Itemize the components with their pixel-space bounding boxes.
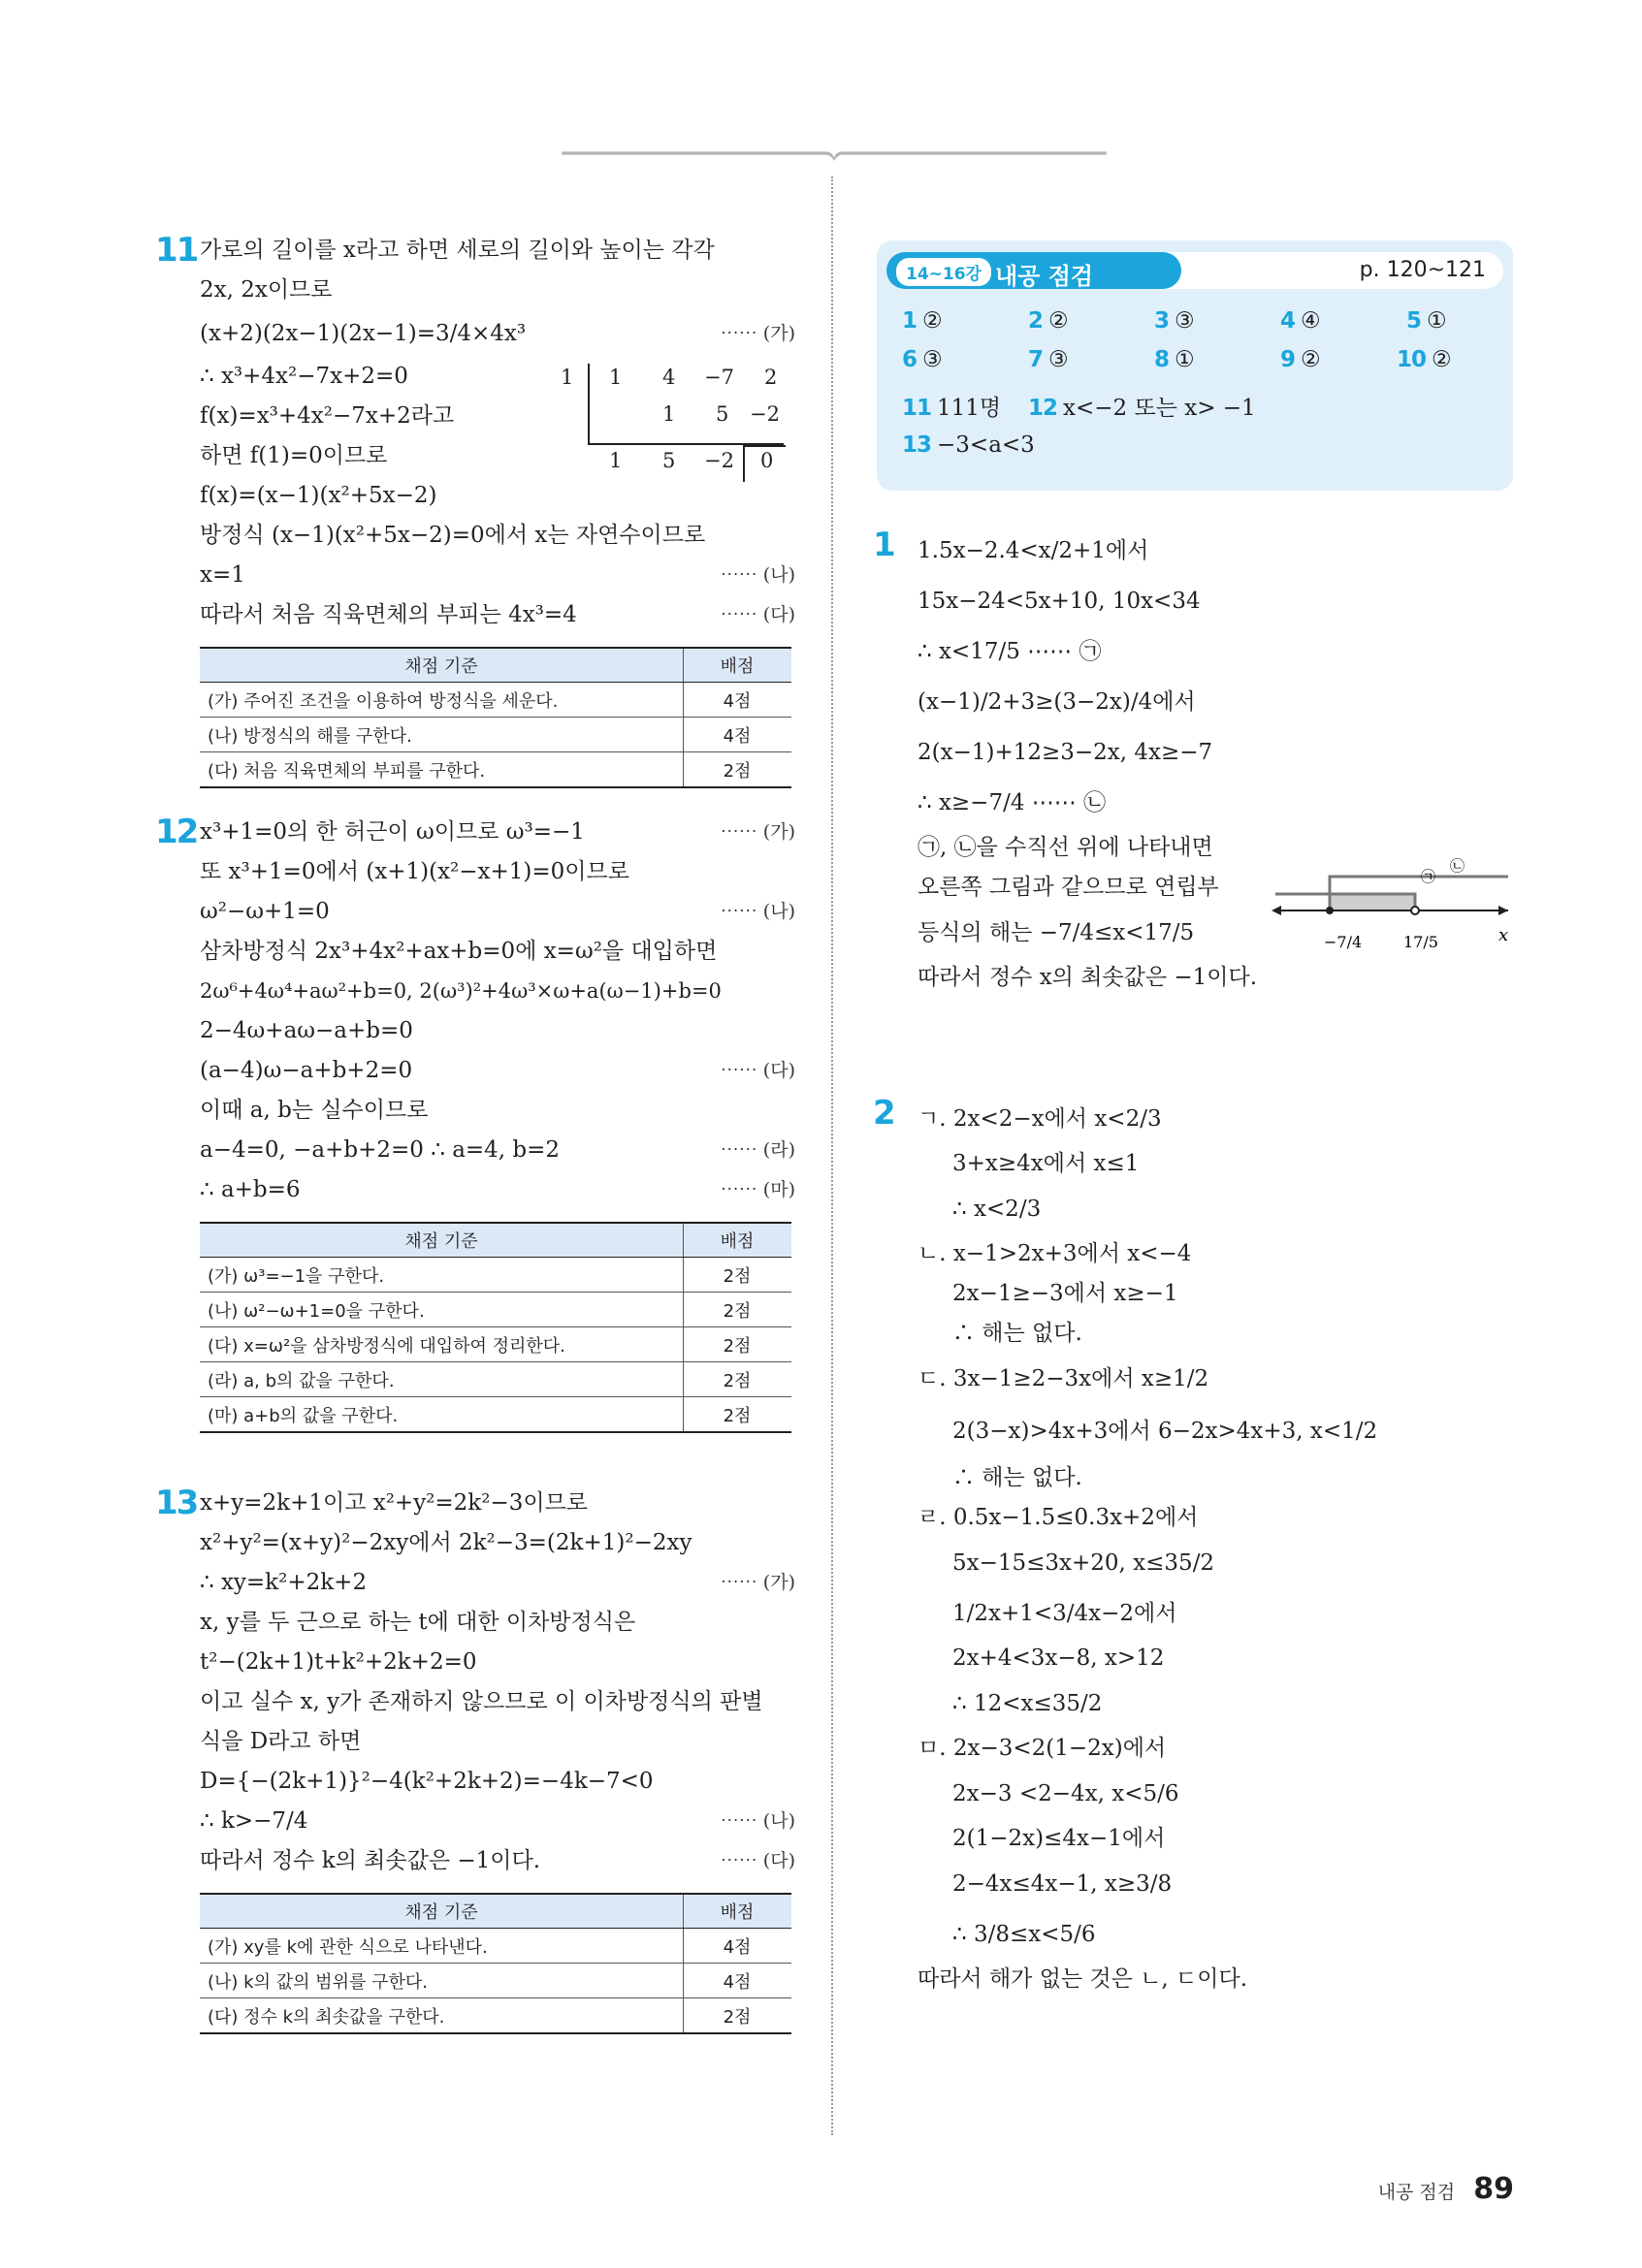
solution-line: 또 x³+1=0에서 (x+1)(x²−x+1)=0이므로 [200, 859, 629, 884]
step-marker: ⋯⋯ (나) [720, 564, 795, 586]
table-header: 채점 기준 [200, 1894, 684, 1929]
equation: x³+1=0의 한 허근이 ω이므로 ω³=−1 [200, 819, 585, 845]
footer-section-label: 내공 점검 [1377, 2182, 1456, 2203]
solution-line: x+y=2k+1이고 x²+y²=2k²−3이므로 [200, 1490, 589, 1516]
table-row [200, 752, 791, 788]
problem-11 [155, 231, 795, 813]
answer-value: x<−2 또는 x> −1 [1063, 396, 1256, 421]
answer-value: ④ [1301, 308, 1321, 334]
coef: 1 [609, 449, 623, 472]
solution-line: 2x+4<3x−8, x>12 [952, 1645, 1165, 1671]
answer-value: ② [1301, 347, 1321, 372]
solution-line: ㄱ. 2x<2−x에서 x<2/3 [918, 1106, 1162, 1132]
answer-item [1154, 347, 1195, 372]
score: 4점 [684, 1964, 792, 1998]
closed-point [1326, 907, 1334, 914]
solution-line: ∴ 3/8≤x<5/6 [952, 1922, 1096, 1947]
solution-line: 2−4x≤4x−1, x≥3/8 [952, 1871, 1173, 1897]
step-marker: ⋯⋯ (가) [720, 1572, 795, 1593]
solution-line: 2x−3 <2−4x, x<5/6 [952, 1781, 1179, 1806]
score: 4점 [684, 683, 792, 718]
solution-line: ∴ x<17/5 ⋯⋯ ㉠ [918, 639, 1102, 664]
table-header: 배점 [684, 648, 792, 683]
top-divider-bar [153, 149, 1515, 161]
solution-line [200, 1170, 795, 1210]
answer-item [1028, 390, 1256, 422]
chapter-badge: 14~16강 [896, 258, 991, 286]
problem-number: 11 [155, 231, 198, 270]
step-marker: ⋯⋯ (가) [720, 323, 795, 344]
answer-value: ② [1432, 347, 1452, 372]
problem-number: 12 [155, 813, 198, 851]
step-marker: ⋯⋯ (다) [720, 604, 795, 625]
column-divider [831, 176, 833, 2135]
solution-line: D={−(2k+1)}²−4(k²+2k+2)=−4k−7<0 [200, 1769, 654, 1794]
solution-line: 삼차방정식 2x³+4x²+ax+b=0에 x=ω²을 대입하면 [200, 939, 718, 964]
solution-line: 이때 a, b는 실수이므로 [200, 1098, 429, 1123]
answer-number: 3 [1154, 308, 1170, 334]
answer-number: 7 [1028, 347, 1044, 372]
solution-line: 3+x≥4x에서 x≤1 [952, 1151, 1140, 1176]
step-marker: ⋯⋯ (마) [720, 1179, 795, 1200]
solution-line: ∴ 해는 없다. [952, 1321, 1082, 1346]
answer-number: 1 [902, 308, 918, 334]
grading-criteria-table [200, 647, 791, 788]
solution-line: 2x, 2x이므로 [200, 277, 333, 303]
problem-number: 13 [155, 1484, 198, 1522]
solution-line [200, 1563, 795, 1603]
coef: 5 [716, 402, 729, 426]
answer-item [902, 347, 943, 372]
criterion: (마) a+b의 값을 구한다. [200, 1397, 684, 1433]
grading-criteria-table [200, 1893, 791, 2034]
answer-value: ② [922, 308, 943, 334]
step-marker: ⋯⋯ (나) [720, 901, 795, 922]
arrow-right-icon [1498, 906, 1508, 915]
table-header: 채점 기준 [200, 1223, 684, 1258]
solution-line [200, 892, 795, 932]
solution-line: 가로의 길이를 x라고 하면 세로의 길이와 높이는 각각 [200, 238, 715, 263]
answer-number: 11 [902, 396, 932, 421]
solution-line: ∴ 해는 없다. [952, 1465, 1082, 1490]
page-reference: p. 120~121 [1359, 258, 1486, 282]
solution-region [1330, 894, 1415, 911]
solution-line: f(x)=x³+4x²−7x+2라고 [200, 403, 455, 429]
page-number: 89 [1473, 2172, 1514, 2206]
solution-line: 2(1−2x)≤4x−1에서 [952, 1826, 1166, 1851]
mark-b-label: ㉡ [1450, 857, 1465, 875]
solution-line: 이고 실수 x, y가 존재하지 않으므로 이 이차방정식의 판별 [200, 1689, 763, 1714]
answer-number: 6 [902, 347, 918, 372]
problem-number: 1 [873, 526, 894, 564]
step-marker: ⋯⋯ (다) [720, 1060, 795, 1081]
answer-number: 5 [1406, 308, 1422, 334]
solution-line: 1.5x−2.4<x/2+1에서 [918, 538, 1149, 563]
arrow-left-icon [1272, 906, 1281, 915]
solution-line: 2x−1≥−3에서 x≥−1 [952, 1281, 1178, 1306]
problem-2 [873, 1094, 1513, 1999]
answer-item [902, 308, 943, 334]
table-header: 채점 기준 [200, 648, 684, 683]
table-header: 배점 [684, 1894, 792, 1929]
step-marker: ⋯⋯ (가) [720, 821, 795, 843]
answer-item [1028, 308, 1069, 334]
solution-line: ∴ x<2/3 [952, 1197, 1042, 1222]
criterion: (나) ω²−ω+1=0을 구한다. [200, 1293, 684, 1327]
solution-line: 따라서 정수 x의 최솟값은 −1이다. [918, 965, 1258, 990]
solution-line [200, 595, 795, 635]
summary-header [886, 252, 1503, 289]
criterion: (다) 정수 k의 최솟값을 구한다. [200, 1998, 684, 2034]
divisor: 1 [561, 366, 574, 389]
solution-line: ∴ x≥−7/4 ⋯⋯ ㉡ [918, 790, 1107, 815]
equation: (a−4)ω−a+b+2=0 [200, 1058, 413, 1083]
solution-line: ㅁ. 2x−3<2(1−2x)에서 [918, 1736, 1167, 1761]
answer-summary-panel [877, 240, 1513, 491]
answer-value: −3<a<3 [937, 432, 1035, 458]
answer-item [902, 390, 1001, 422]
answer-item [902, 432, 1035, 458]
solution-line: 따라서 해가 없는 것은 ㄴ, ㄷ이다. [918, 1966, 1248, 1992]
equation: ∴ xy=k²+2k+2 [200, 1570, 368, 1595]
score: 2점 [684, 1327, 792, 1362]
right-column [873, 526, 1513, 1999]
coef: 2 [764, 366, 778, 389]
equation: x=1 [200, 562, 245, 588]
axis-label: x [1498, 925, 1509, 945]
remainder: 0 [760, 449, 774, 472]
left-column [155, 231, 795, 2104]
number-line-figure [1266, 855, 1518, 962]
criterion: (나) 방정식의 해를 구한다. [200, 718, 684, 752]
criterion: (다) x=ω²을 삼차방정식에 대입하여 정리한다. [200, 1327, 684, 1362]
coef: 1 [662, 402, 676, 426]
answer-number: 8 [1154, 347, 1170, 372]
answer-number: 10 [1397, 347, 1427, 372]
solution-line: f(x)=(x−1)(x²+5x−2) [200, 483, 437, 508]
answer-item [1280, 308, 1321, 334]
step-marker: ⋯⋯ (라) [720, 1139, 795, 1161]
score: 2점 [684, 1998, 792, 2034]
solution-line: ∴ x³+4x²−7x+2=0 [200, 364, 408, 389]
solution-line: 등식의 해는 −7/4≤x<17/5 [918, 920, 1195, 945]
equation: 따라서 정수 k의 최솟값은 −1이다. [200, 1848, 541, 1873]
answer-number: 13 [902, 432, 932, 458]
criterion: (다) 처음 직육면체의 부피를 구한다. [200, 752, 684, 788]
answer-value: 111명 [937, 396, 1002, 421]
solution-line: 식을 D라고 하면 [200, 1729, 362, 1754]
equation: ∴ k>−7/4 [200, 1808, 308, 1834]
score: 2점 [684, 1293, 792, 1327]
criterion: (가) 주어진 조건을 이용하여 방정식을 세운다. [200, 683, 684, 718]
solution-line [200, 813, 795, 852]
answer-value: ③ [922, 347, 943, 372]
mark-a-label: ㉠ [1421, 868, 1436, 885]
table-row [200, 1929, 791, 1964]
equation: (x+2)(2x−1)(2x−1)=3/4×4x³ [200, 321, 527, 346]
coef: 4 [662, 366, 676, 389]
synthetic-division [561, 364, 793, 480]
table-row [200, 1998, 791, 2034]
equation: 따라서 처음 직육면체의 부피는 4x³=4 [200, 602, 577, 627]
solution-line: 2−4ω+aω−a+b=0 [200, 1018, 413, 1043]
score: 2점 [684, 1397, 792, 1433]
problem-13 [155, 1484, 795, 2104]
table-row [200, 683, 791, 718]
equation: ω²−ω+1=0 [200, 899, 330, 924]
grading-criteria-table [200, 1222, 791, 1433]
answer-item [1397, 347, 1452, 372]
solution-line [200, 556, 795, 595]
answer-item [1154, 308, 1195, 334]
solution-line [200, 1841, 795, 1881]
solution-line: 2(3−x)>4x+3에서 6−2x>4x+3, x<1/2 [952, 1419, 1378, 1444]
criterion: (라) a, b의 값을 구한다. [200, 1362, 684, 1397]
solution-line: ㉠, ㉡을 수직선 위에 나타내면 [918, 835, 1213, 860]
solution-line: t²−(2k+1)t+k²+2k+2=0 [200, 1649, 477, 1675]
answer-number: 2 [1028, 308, 1044, 334]
solution-line: 오른쪽 그림과 같으므로 연립부 [918, 875, 1219, 900]
solution-line: 5x−15≤3x+20, x≤35/2 [952, 1550, 1215, 1576]
step-marker: ⋯⋯ (나) [720, 1810, 795, 1832]
equation: a−4=0, −a+b+2=0 ∴ a=4, b=2 [200, 1137, 561, 1163]
solution-line: 2(x−1)+12≥3−2x, 4x≥−7 [918, 740, 1213, 765]
page-footer [1378, 2172, 1514, 2206]
answer-value: ① [1427, 308, 1447, 334]
score: 4점 [684, 1929, 792, 1964]
problem-1 [873, 526, 1513, 1107]
coef: −7 [704, 366, 734, 389]
solution-line: ㄴ. x−1>2x+3에서 x<−4 [918, 1241, 1192, 1266]
solution-line: 방정식 (x−1)(x²+5x−2)=0에서 x는 자연수이므로 [200, 523, 706, 548]
solution-line: (x−1)/2+3≥(3−2x)/4에서 [918, 689, 1196, 715]
table-row [200, 1293, 791, 1327]
table-row [200, 1397, 791, 1433]
answer-value: ③ [1175, 308, 1195, 334]
criterion: (가) ω³=−1을 구한다. [200, 1258, 684, 1293]
answer-item [1028, 347, 1069, 372]
solution-line [200, 1051, 795, 1091]
criterion: (가) xy를 k에 관한 식으로 나타낸다. [200, 1929, 684, 1964]
solution-line: 2ω⁶+4ω⁴+aω²+b=0, 2(ω³)²+4ω³×ω+a(ω−1)+b=0 [200, 979, 722, 1003]
open-point [1411, 907, 1419, 914]
right-tick-label: 17/5 [1403, 933, 1438, 951]
score: 4점 [684, 718, 792, 752]
table-row [200, 1362, 791, 1397]
answer-number: 9 [1280, 347, 1296, 372]
score: 2점 [684, 1362, 792, 1397]
score: 2점 [684, 752, 792, 788]
equation: ∴ a+b=6 [200, 1177, 301, 1202]
answer-value: ③ [1048, 347, 1069, 372]
step-marker: ⋯⋯ (다) [720, 1850, 795, 1871]
summary-title: 내공 점검 [995, 263, 1094, 290]
solution-line [200, 1802, 795, 1841]
solution-line: x, y를 두 근으로 하는 t에 대한 이차방정식은 [200, 1610, 636, 1635]
coef: 1 [609, 366, 623, 389]
problem-number: 2 [873, 1094, 894, 1133]
coef: 5 [662, 449, 676, 472]
left-tick-label: −7/4 [1324, 933, 1363, 951]
solution-line: ㄷ. 3x−1≥2−3x에서 x≥1/2 [918, 1366, 1209, 1391]
coef: −2 [704, 449, 734, 472]
solution-line: ㄹ. 0.5x−1.5≤0.3x+2에서 [918, 1505, 1199, 1530]
solution-line: ∴ 12<x≤35/2 [952, 1691, 1103, 1716]
answer-number: 4 [1280, 308, 1296, 334]
solution-line [200, 310, 795, 357]
solution-line: 하면 f(1)=0이므로 [200, 443, 388, 468]
answer-number: 12 [1028, 396, 1058, 421]
answer-item [1280, 347, 1321, 372]
answer-item [1406, 308, 1447, 334]
coef: −2 [750, 402, 780, 426]
table-row [200, 1258, 791, 1293]
solution-line [200, 1131, 795, 1170]
score: 2점 [684, 1258, 792, 1293]
table-row [200, 1327, 791, 1362]
solution-line: x²+y²=(x+y)²−2xy에서 2k²−3=(2k+1)²−2xy [200, 1530, 692, 1555]
table-header: 배점 [684, 1223, 792, 1258]
table-row [200, 1964, 791, 1998]
answer-value: ② [1048, 308, 1069, 334]
solution-line: 15x−24<5x+10, 10x<34 [918, 589, 1201, 614]
problem-12 [155, 813, 795, 1491]
table-row [200, 718, 791, 752]
summary-tag [886, 252, 1181, 289]
criterion: (나) k의 값의 범위를 구한다. [200, 1964, 684, 1998]
solution-line: 1/2x+1<3/4x−2에서 [952, 1601, 1177, 1626]
answer-value: ① [1175, 347, 1195, 372]
